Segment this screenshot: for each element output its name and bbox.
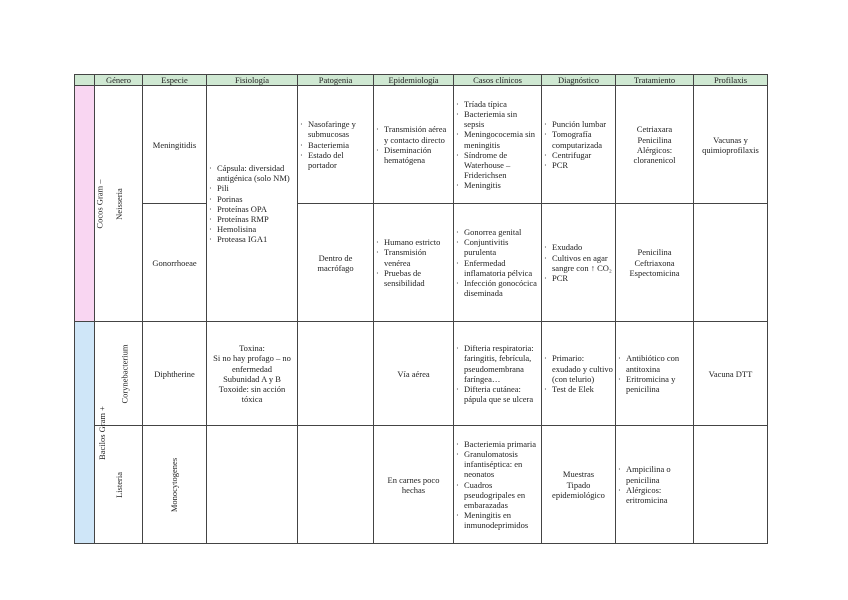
table-row <box>75 426 768 544</box>
table-row <box>75 204 768 322</box>
treatment-line: Penicilina <box>637 247 672 258</box>
fisiologia-line: Subunidad A y B <box>223 373 281 384</box>
list-item: · Meningococemia sin meningitis <box>464 129 539 149</box>
casos-cell <box>454 322 542 426</box>
list-item: · Conjuntivitis purulenta <box>464 237 539 257</box>
list-item: · Meningitis en inmunodeprimidos <box>464 510 539 530</box>
list-item: · Hemolisina <box>217 224 295 234</box>
list-item: · Primario: exudado y cultivo (con telurio) <box>552 353 613 383</box>
fisiologia-cell <box>207 426 298 544</box>
list-item: · Alérgicos: eritromicina <box>626 485 691 505</box>
list-item: · Antibiótico con antitoxina <box>626 353 691 373</box>
treatment-line: Alérgicos: cloranenicol <box>633 144 676 165</box>
list-item: · Difteria respiratoria: faringitis, febrícula, pseudomembrana faríngea… <box>464 343 539 383</box>
fisiologia-line: Si no hay profago – no enfermedad <box>213 353 291 374</box>
list-item: · PCR <box>552 273 613 283</box>
genus-label: Corynebacterium <box>119 344 130 404</box>
species-cell: Gonorrhoeae <box>143 204 207 322</box>
header-epidemiologia: Epidemiología <box>374 75 454 86</box>
treatment-line: Cetriaxara <box>636 124 673 135</box>
list-item: · Punción lumbar <box>552 119 613 129</box>
list-item: · Pruebas de sensibilidad <box>384 268 451 288</box>
species-label: Monocytogenes <box>169 457 180 512</box>
list-item: · Tríada típica <box>464 99 539 109</box>
list-item: · Bacteriemia <box>308 140 371 150</box>
fisiologia-line: Toxoide: sin acción tóxica <box>218 383 286 404</box>
list-item: · Transmisión aérea y contacto directo <box>384 124 451 144</box>
patogenia-cell <box>298 322 374 426</box>
genus-label: Neisseria <box>113 187 124 220</box>
epidemiologia-cell: En carnes poco hechas <box>374 426 454 544</box>
diagnostico-cell <box>542 426 616 544</box>
tratamiento-cell <box>616 322 694 426</box>
header-especie: Especie <box>143 75 207 86</box>
treatment-line: Penicilina <box>637 134 672 145</box>
list-item: · Eritromicina y penicilina <box>626 374 691 394</box>
list-item: · Test de Elek <box>552 384 613 394</box>
list-item: · Cápsula: diversidad antigénica (solo NM) <box>217 163 295 183</box>
list-item: · Cuadros pseudogripales en embarazadas <box>464 480 539 510</box>
epidemiologia-cell <box>374 86 454 204</box>
treatment-line: Ceftriaxona <box>634 257 675 268</box>
diagnostico-cell <box>542 204 616 322</box>
patogenia-cell: Dentro de macrófago <box>298 204 374 322</box>
header-profilaxis: Profilaxis <box>694 75 768 86</box>
list-item: · Porinas <box>217 194 295 204</box>
list-item: · Exudado <box>552 242 613 252</box>
treatment-line: Espectomicina <box>629 267 680 278</box>
header-row <box>75 75 768 86</box>
list-item: · Bacteriemia primaria <box>464 439 539 449</box>
tratamiento-cell <box>616 86 694 204</box>
category-cell <box>75 322 107 544</box>
list-item: · Síndrome de Waterhouse – Friderichsen <box>464 150 539 180</box>
list-item: · Meningitis <box>464 180 539 190</box>
list-item: · PCR <box>552 160 613 170</box>
casos-cell <box>454 426 542 544</box>
list-item: · Proteínas RMP <box>217 214 295 224</box>
header-genero: Género <box>95 75 143 86</box>
list-item: · Enfermedad inflamatoria pélvica <box>464 258 539 278</box>
list-item: · Proteasa IGA1 <box>217 234 295 244</box>
header-tratamiento: Tratamiento <box>616 75 694 86</box>
fisiologia-cell <box>207 86 298 322</box>
profilaxis-cell: Vacuna DTT <box>694 322 768 426</box>
diagnostico-line: Tipado epidemiológico <box>552 479 605 500</box>
table-row <box>75 86 768 204</box>
diagnostico-cell <box>542 86 616 204</box>
header-cell <box>75 75 95 86</box>
epidemiologia-cell: Vía aérea <box>374 322 454 426</box>
list-item: · Difteria cutánea: pápula que se ulcera <box>464 384 539 404</box>
tratamiento-cell <box>616 426 694 544</box>
profilaxis-cell: Vacunas y quimioprofilaxis <box>694 86 768 204</box>
species-cell <box>143 426 207 544</box>
tratamiento-cell <box>616 204 694 322</box>
diagnostico-line: Muestras <box>562 469 595 480</box>
diagnostico-cell <box>542 322 616 426</box>
header-patogenia: Patogenia <box>298 75 374 86</box>
species-cell: Meningitidis <box>143 86 207 204</box>
fisiologia-line: Toxina: <box>239 343 265 354</box>
list-item: · Tomografía computarizada <box>552 129 613 149</box>
header-diagnostico: Diagnóstico <box>542 75 616 86</box>
list-item: · Bacteriemia sin sepsis <box>464 109 539 129</box>
profilaxis-cell <box>694 426 768 544</box>
category-label: Bacilos Gram + <box>96 405 107 460</box>
list-item: · Proteínas OPA <box>217 204 295 214</box>
casos-cell <box>454 204 542 322</box>
list-item: · Transmisión venérea <box>384 247 451 267</box>
genus-label: Listeria <box>113 471 124 498</box>
profilaxis-cell <box>694 204 768 322</box>
list-item: · Infección gonocócica diseminada <box>464 278 539 298</box>
list-item: · Gonorrea genital <box>464 227 539 237</box>
list-item: · Cultivos en agar sangre con ↑ CO₂ <box>552 253 613 273</box>
epidemiologia-cell <box>374 204 454 322</box>
header-casos: Casos clínicos <box>454 75 542 86</box>
microbiology-table <box>74 74 768 544</box>
category-label: Cocos Gram – <box>94 178 105 229</box>
list-item: · Nasofaringe y submucosas <box>308 119 371 139</box>
list-item: · Ampicilina o penicilina <box>626 464 691 484</box>
casos-cell <box>454 86 542 204</box>
list-item: · Diseminación hematógena <box>384 145 451 165</box>
category-cell <box>75 86 105 322</box>
list-item: · Pili <box>217 183 295 193</box>
fisiologia-cell <box>207 322 298 426</box>
list-item: · Granulomatosis infantiséptica: en neonatos <box>464 449 539 479</box>
table-row <box>75 322 768 426</box>
list-item: · Centrifugar <box>552 150 613 160</box>
list-item: · Estado del portador <box>308 150 371 170</box>
patogenia-cell <box>298 426 374 544</box>
patogenia-cell <box>298 86 374 204</box>
species-cell: Diphtherine <box>143 322 207 426</box>
header-fisiologia: Fisiología <box>207 75 298 86</box>
list-item: · Humano estricto <box>384 237 451 247</box>
